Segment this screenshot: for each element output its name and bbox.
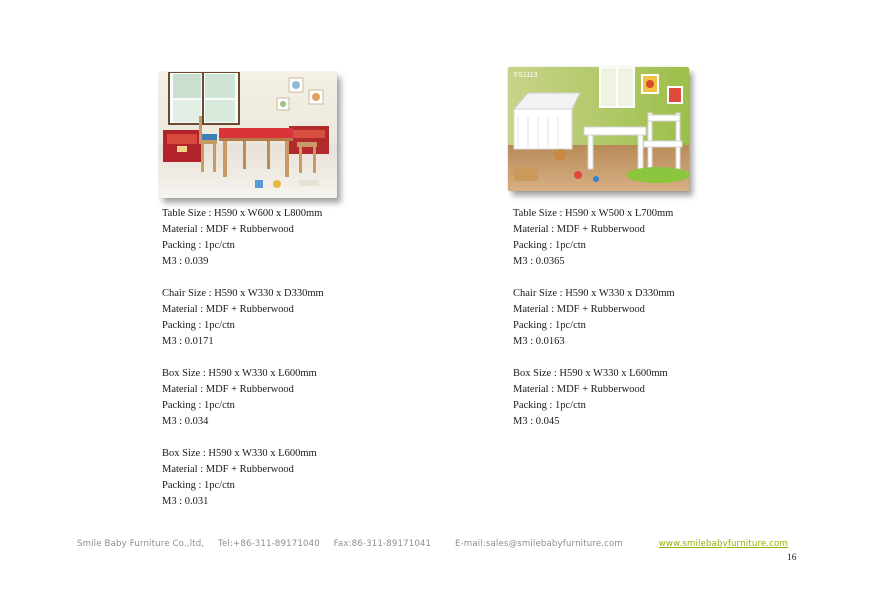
box-m3: M3 : 0.034 <box>162 416 209 427</box>
chair-m3: M3 : 0.0163 <box>513 336 565 347</box>
footer-company: Smile Baby Furniture Co.,ltd, <box>77 539 205 549</box>
product-photo-table-set-red-boxes <box>159 72 337 198</box>
box-packing: Packing : 1pc/ctn <box>513 400 586 411</box>
footer-tel: Tel:+86-311-89171040 <box>218 539 320 549</box>
box-size: Box Size : H590 x W330 x L600mm <box>162 368 317 379</box>
page-footer <box>77 539 788 549</box>
page-number: 16 <box>787 553 797 563</box>
chair-material: Material : MDF + Rubberwood <box>513 304 645 315</box>
box-size-2: Box Size : H590 x W330 x L600mm <box>162 448 317 459</box>
box-size: Box Size : H590 x W330 x L600mm <box>513 368 668 379</box>
box-material: Material : MDF + Rubberwood <box>513 384 645 395</box>
right-spec-list <box>513 206 675 430</box>
table-m3: M3 : 0.0365 <box>513 256 565 267</box>
table-packing: Packing : 1pc/ctn <box>162 240 235 251</box>
chair-packing: Packing : 1pc/ctn <box>162 320 235 331</box>
footer-fax: Fax:86-311-89171041 <box>333 539 432 549</box>
product-photo-white-table-set <box>508 67 689 191</box>
table-material: Material : MDF + Rubberwood <box>513 224 645 235</box>
product-code-label: FS1113 <box>514 72 538 79</box>
table-size: Table Size : H590 x W600 x L800mm <box>162 208 323 219</box>
footer-email: E-mail:sales@smilebabyfurniture.com <box>454 539 623 549</box>
box-packing: Packing : 1pc/ctn <box>162 400 235 411</box>
box-packing-2: Packing : 1pc/ctn <box>162 480 235 491</box>
chair-m3: M3 : 0.0171 <box>162 336 214 347</box>
chair-size: Chair Size : H590 x W330 x D330mm <box>513 288 675 299</box>
left-spec-list <box>162 206 324 510</box>
box-material-2: Material : MDF + Rubberwood <box>162 464 294 475</box>
box-material: Material : MDF + Rubberwood <box>162 384 294 395</box>
box-m3: M3 : 0.045 <box>513 416 560 427</box>
table-material: Material : MDF + Rubberwood <box>162 224 294 235</box>
footer-website-link[interactable]: www.smilebabyfurniture.com <box>658 539 789 549</box>
table-packing: Packing : 1pc/ctn <box>513 240 586 251</box>
chair-size: Chair Size : H590 x W330 x D330mm <box>162 288 324 299</box>
table-m3: M3 : 0.039 <box>162 256 209 267</box>
table-size: Table Size : H590 x W500 x L700mm <box>513 208 674 219</box>
chair-packing: Packing : 1pc/ctn <box>513 320 586 331</box>
chair-material: Material : MDF + Rubberwood <box>162 304 294 315</box>
box-m3-2: M3 : 0.031 <box>162 496 209 507</box>
